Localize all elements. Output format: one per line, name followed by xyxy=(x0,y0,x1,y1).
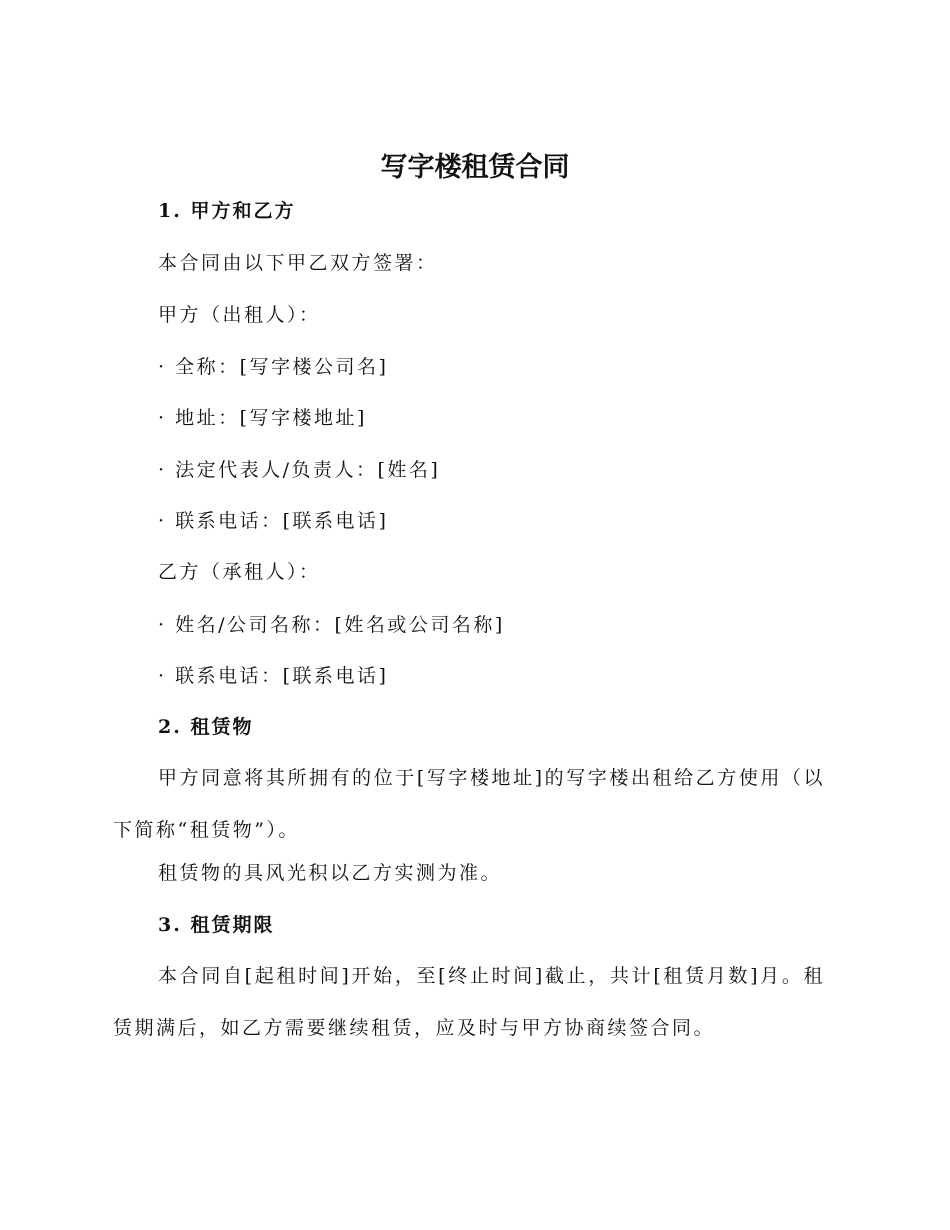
party-a-phone: · 联系电话：[联系电话] xyxy=(158,510,389,532)
section-1-heading: 1. 甲方和乙方 xyxy=(158,200,296,222)
section-3-heading: 3. 租赁期限 xyxy=(158,914,275,936)
section-2-paragraph-1: 甲方同意将其所拥有的位于[写字楼地址]的写字楼出租给乙方使用（以下简称“租赁物”）。 xyxy=(113,767,825,841)
party-a-representative: · 法定代表人/负责人：[姓名] xyxy=(158,459,441,481)
party-a-label: 甲方（出租人）： xyxy=(158,304,321,326)
section-1-intro: 本合同由以下甲乙双方签署： xyxy=(158,252,438,274)
party-a-full-name: · 全称：[写字楼公司名] xyxy=(158,356,389,378)
party-b-phone: · 联系电话：[联系电话] xyxy=(158,665,389,687)
section-2-paragraph-2: 租赁物的具风光积以乙方实测为准。 xyxy=(158,862,503,884)
party-b-label: 乙方（承租人）： xyxy=(158,561,321,583)
party-b-name: · 姓名/公司名称：[姓名或公司名称] xyxy=(158,614,505,636)
section-3-paragraph-1: 本合同自[起租时间]开始，至[终止时间]截止，共计[租赁月数]月。租赁期满后，如乙方需要继续租赁，应及时与甲方协商续签合同。 xyxy=(113,965,825,1039)
section-2-heading: 2. 租赁物 xyxy=(158,716,254,738)
document-title: 写字楼租赁合同 xyxy=(380,152,570,183)
party-a-address: · 地址：[写字楼地址] xyxy=(158,407,367,429)
